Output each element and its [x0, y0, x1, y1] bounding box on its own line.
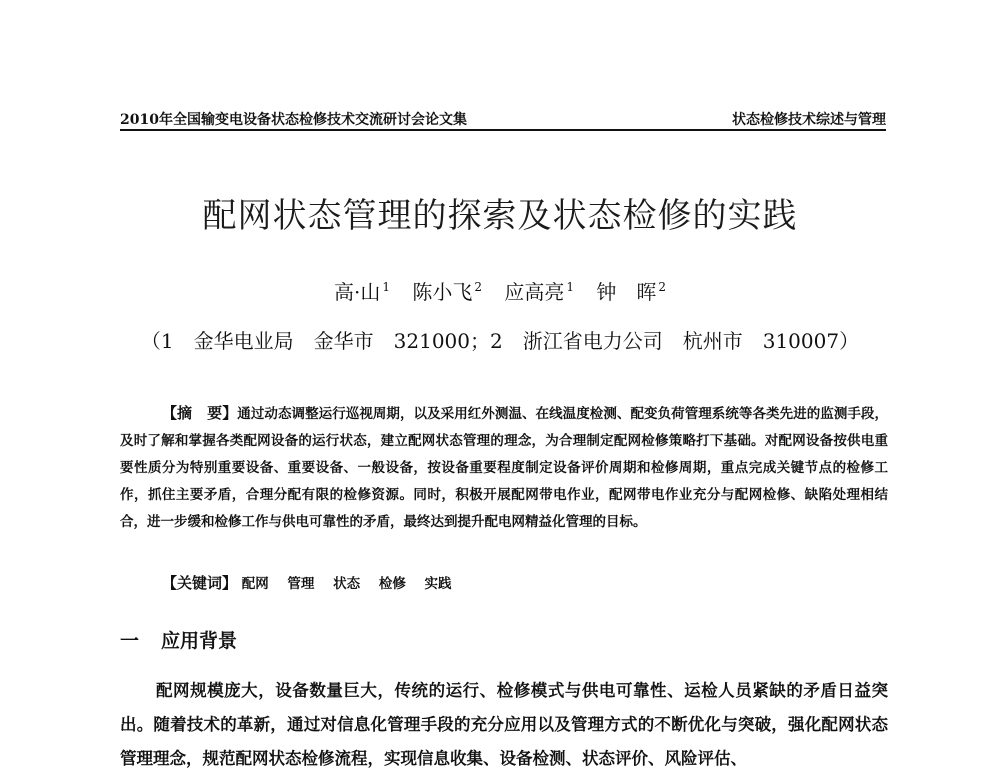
author-name: 陈小飞: [412, 280, 473, 304]
author-3: [504, 280, 574, 304]
paper-title: 配网状态管理的探索及状态检修的实践: [202, 196, 798, 236]
keyword: 管理: [287, 576, 315, 592]
author-2: [412, 280, 482, 304]
body-paragraph: 配网规模庞大，设备数量巨大，传统的运行、检修模式与供电可靠性、运检人员紧缺的矛盾日益突出。随着技术的革新，通过对信息化管理手段的充分应用以及管理方式的不断优化与突破，强化配网状态管理理念，规范配网状态检修流程，实现信息收集、设备检测、状态评价、风险评估、: [120, 681, 888, 768]
author-affiliation-mark: 2: [658, 280, 666, 295]
author-affiliation-mark: 1: [382, 280, 390, 295]
abstract: [120, 400, 888, 536]
running-header: [120, 107, 886, 131]
author-list: [0, 276, 1000, 305]
header-section-name: 状态检修技术综述与管理: [732, 112, 886, 128]
author-name: 高·山: [334, 280, 381, 304]
keywords: [162, 572, 466, 593]
author-4: [596, 280, 666, 304]
keyword: 实践: [424, 576, 452, 592]
author-affiliation-mark: 2: [474, 280, 482, 295]
author-affiliations: （1 金华电业局 金华市 321000；2 浙江省电力公司 杭州市 310007）: [140, 329, 860, 353]
section-number: 一: [120, 630, 140, 652]
abstract-label: 【摘 要】: [162, 404, 238, 422]
section-title: 应用背景: [161, 630, 238, 652]
author-affiliation-mark: 1: [566, 280, 574, 295]
keywords-label: 【关键词】: [162, 574, 238, 592]
keyword: 状态: [333, 576, 361, 592]
author-1: [334, 280, 390, 304]
header-proceedings-title: 2010年全国输变电设备状态检修技术交流研讨会论文集: [120, 112, 467, 128]
abstract-text: 通过动态调整运行巡视周期，以及采用红外测温、在线温度检测、配变负荷管理系统等各类先进的监测手段，及时了解和掌握各类配网设备的运行状态，建立配网状态管理的理念，为合理制定配网检修策略打下基础。对配网设备按供电重要性质分为特别重要设备、重要设备、一般设备，按设备重要程度制定设备评价周期和检修周期，重点完成关键节点的检修工作，抓住主要矛盾，合理分配有限的检修资源。同时，积极开展配网带电作业，配网带电作业充分与配网检修、缺陷处理相结合，进一步缓和检修工作与供电可靠性的矛盾，最终达到提升配电网精益化管理的目标。: [120, 406, 888, 530]
section-heading: [120, 626, 237, 653]
author-name: 钟 晖: [596, 280, 657, 304]
keyword: 配网: [241, 576, 269, 592]
keyword: 检修: [378, 576, 406, 592]
author-name: 应高亮: [504, 280, 565, 304]
